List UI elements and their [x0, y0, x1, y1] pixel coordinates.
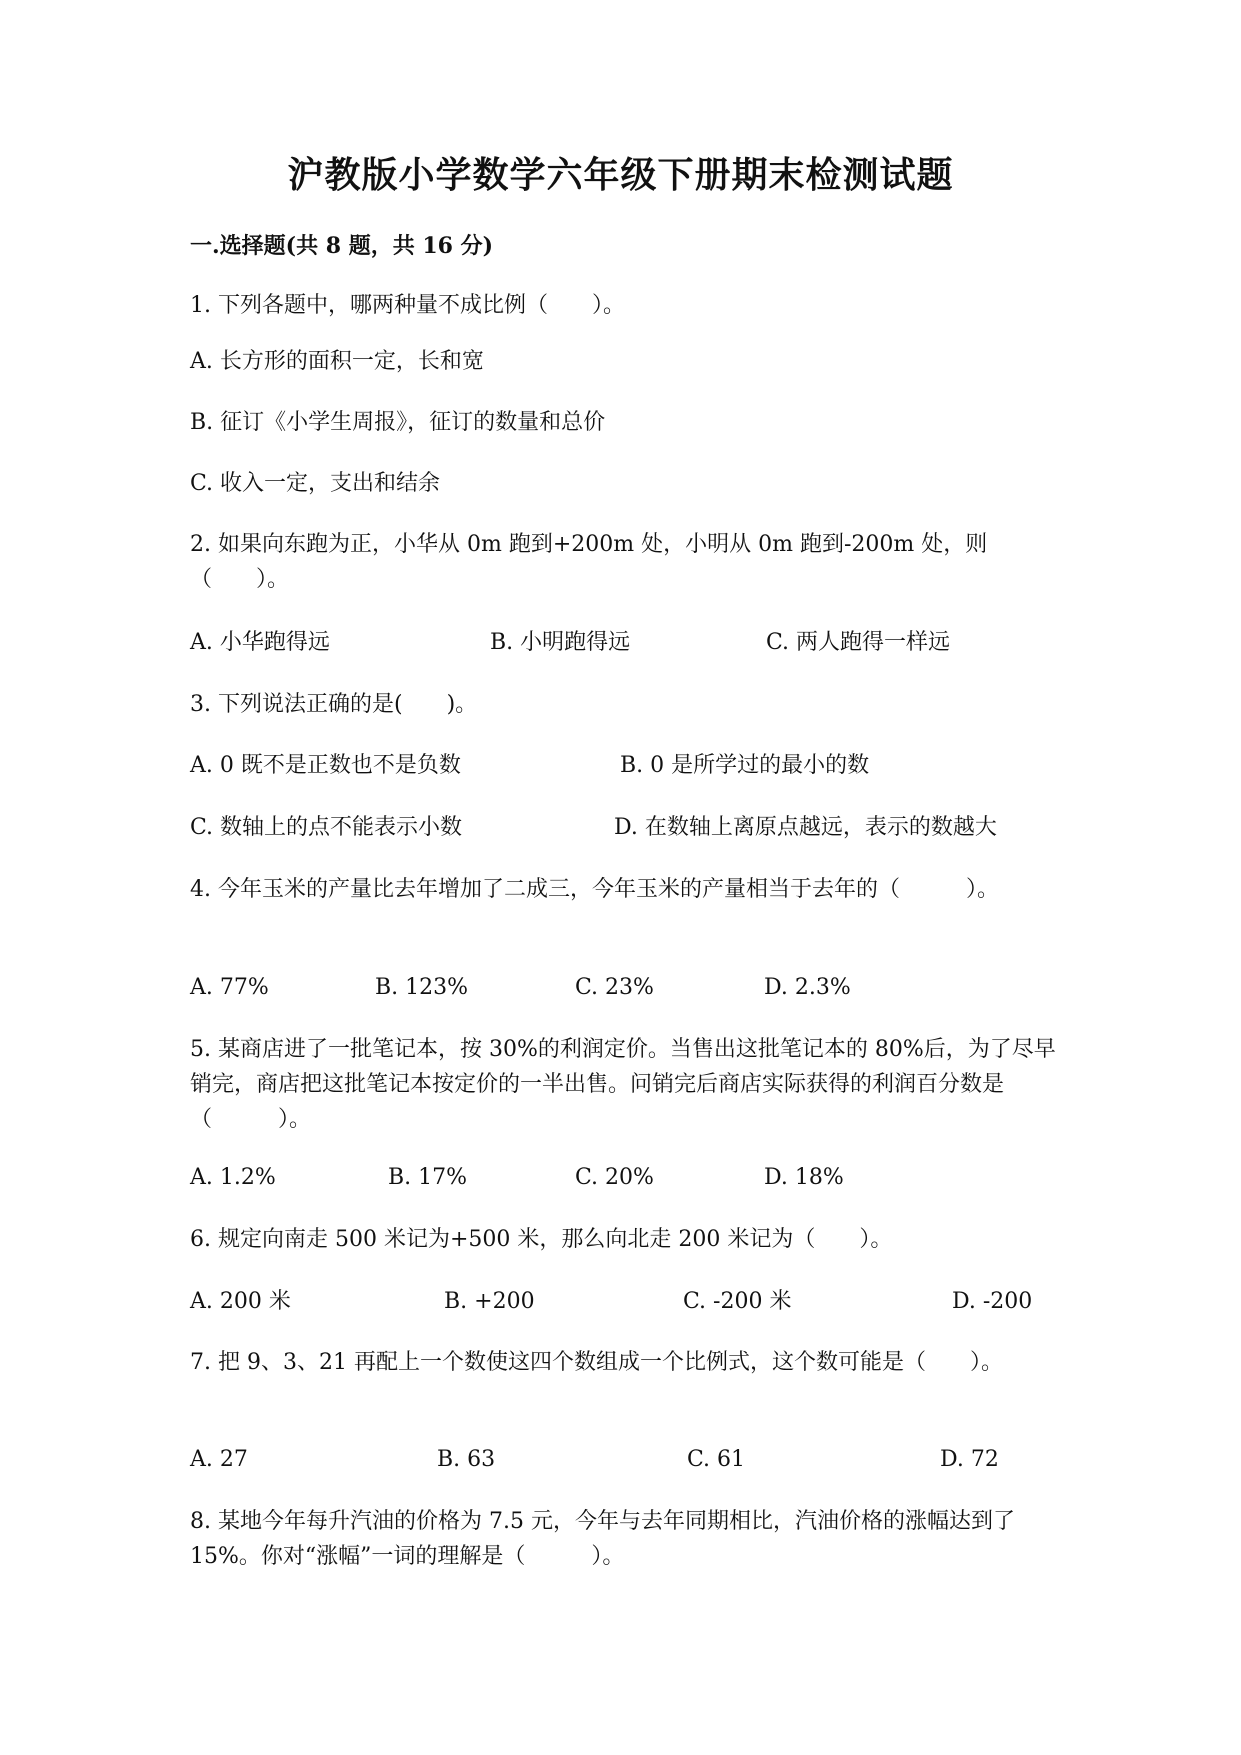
question-7-option-d[interactable]: D. 72	[940, 1447, 999, 1472]
question-3-option-b[interactable]: B. 0 是所学过的最小的数	[620, 753, 870, 778]
question-7-stem: 7. 把 9、3、21 再配上一个数使这四个数组成一个比例式，这个数可能是（ ）。	[190, 1350, 1003, 1375]
question-6-option-a[interactable]: A. 200 米	[190, 1289, 291, 1314]
question-5-option-c[interactable]: C. 20%	[575, 1165, 654, 1190]
question-3-option-d[interactable]: D. 在数轴上离原点越远，表示的数越大	[614, 815, 997, 840]
question-2-option-a[interactable]: A. 小华跑得远	[190, 630, 330, 655]
question-7-option-b[interactable]: B. 63	[437, 1447, 496, 1472]
question-3-stem: 3. 下列说法正确的是( )。	[190, 692, 478, 717]
question-6-stem: 6. 规定向南走 500 米记为+500 米，那么向北走 200 米记为（ ）。	[190, 1227, 893, 1252]
question-4-option-d[interactable]: D. 2.3%	[764, 975, 851, 1000]
question-7-option-a[interactable]: A. 27	[190, 1447, 248, 1472]
question-7-option-c[interactable]: C. 61	[687, 1447, 746, 1472]
question-2-option-c[interactable]: C. 两人跑得一样远	[766, 630, 951, 655]
section-header: 一.选择题(共 8 题，共 16 分)	[190, 233, 494, 259]
question-6-option-b[interactable]: B. +200	[444, 1289, 535, 1314]
question-6-option-d[interactable]: D. -200	[952, 1289, 1033, 1314]
question-1-stem: 1. 下列各题中，哪两种量不成比例（ ）。	[190, 293, 625, 318]
question-4-stem: 4. 今年玉米的产量比去年增加了二成三，今年玉米的产量相当于去年的（ ）。	[190, 877, 999, 902]
question-4-option-a[interactable]: A. 77%	[190, 975, 269, 1000]
question-4-option-b[interactable]: B. 123%	[375, 975, 469, 1000]
question-1-option-c[interactable]: C. 收入一定，支出和结余	[190, 471, 441, 496]
question-3-option-c[interactable]: C. 数轴上的点不能表示小数	[190, 815, 463, 840]
question-2-stem: 2. 如果向东跑为正，小华从 0m 跑到+200m 处，小明从 0m 跑到-200m 处，则（ ）。	[190, 532, 988, 592]
question-5-option-d[interactable]: D. 18%	[764, 1165, 844, 1190]
question-5-stem: 5. 某商店进了一批笔记本，按 30%的利润定价。当售出这批笔记本的 80%后，为了尽早销完，商店把这批笔记本按定价的一半出售。问销完后商店实际获得的利润百分数是（ ）。	[190, 1037, 1056, 1132]
question-3-option-a[interactable]: A. 0 既不是正数也不是负数	[190, 753, 461, 778]
question-2-option-b[interactable]: B. 小明跑得远	[490, 630, 631, 655]
question-1-option-b[interactable]: B. 征订《小学生周报》，征订的数量和总价	[190, 410, 606, 435]
question-4-option-c[interactable]: C. 23%	[575, 975, 654, 1000]
question-1-option-a[interactable]: A. 长方形的面积一定，长和宽	[190, 349, 484, 374]
question-8-stem: 8. 某地今年每升汽油的价格为 7.5 元，今年与去年同期相比，汽油价格的涨幅达到了 15%。你对“涨幅”一词的理解是（ ）。	[190, 1509, 1015, 1569]
question-5-option-a[interactable]: A. 1.2%	[190, 1165, 276, 1190]
page-title: 沪教版小学数学六年级下册期末检测试题	[287, 154, 954, 196]
question-6-option-c[interactable]: C. -200 米	[683, 1289, 792, 1314]
question-5-option-b[interactable]: B. 17%	[388, 1165, 468, 1190]
